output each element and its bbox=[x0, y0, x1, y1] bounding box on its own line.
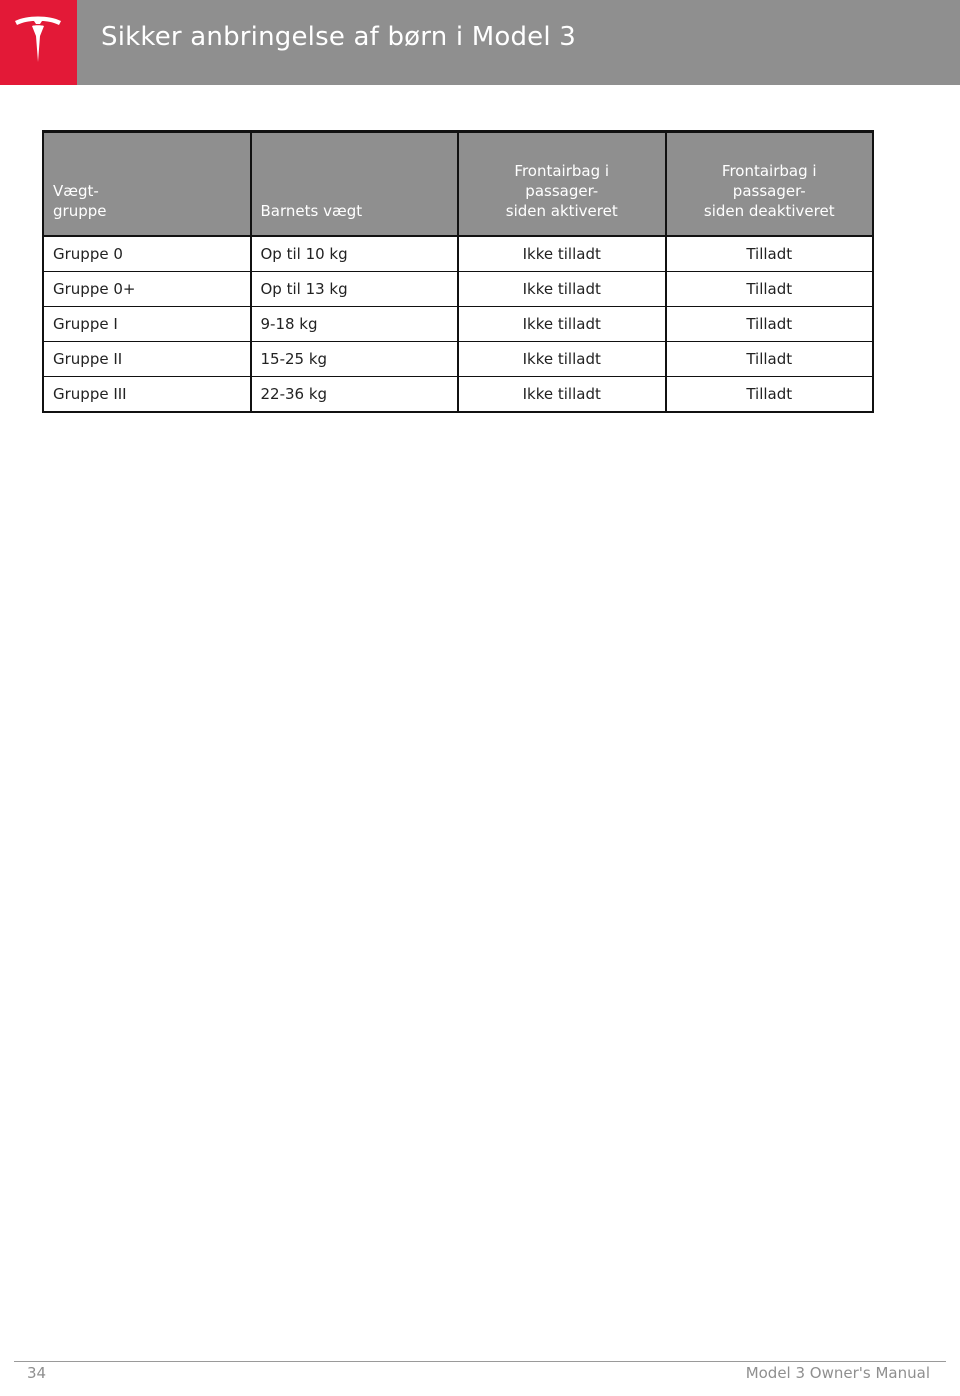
page-number: 34 bbox=[27, 1364, 47, 1382]
header-airbag-enabled bbox=[458, 132, 666, 237]
cell-airbag-disabled: Tilladt bbox=[666, 377, 874, 413]
cell-airbag-disabled: Tilladt bbox=[666, 342, 874, 377]
cell-airbag-disabled: Tilladt bbox=[666, 272, 874, 307]
cell-group: Gruppe 0+ bbox=[43, 272, 251, 307]
footer-divider bbox=[14, 1361, 946, 1362]
table-row bbox=[43, 342, 873, 377]
table-row bbox=[43, 272, 873, 307]
table-row bbox=[43, 307, 873, 342]
cell-airbag-disabled: Tilladt bbox=[666, 307, 874, 342]
page-header bbox=[0, 0, 960, 85]
cell-group: Gruppe I bbox=[43, 307, 251, 342]
header-text: Vægt- gruppe bbox=[53, 182, 107, 220]
cell-airbag-enabled: Ikke tilladt bbox=[458, 307, 666, 342]
cell-group: Gruppe III bbox=[43, 377, 251, 413]
page-title: Sikker anbringelse af børn i Model 3 bbox=[101, 22, 576, 52]
cell-group: Gruppe 0 bbox=[43, 236, 251, 272]
table-row bbox=[43, 377, 873, 413]
cell-weight: Op til 13 kg bbox=[251, 272, 459, 307]
header-weight-group bbox=[43, 132, 251, 237]
cell-group: Gruppe II bbox=[43, 342, 251, 377]
logo-block bbox=[0, 0, 77, 85]
cell-weight: 22-36 kg bbox=[251, 377, 459, 413]
header-child-weight bbox=[251, 132, 459, 237]
cell-airbag-enabled: Ikke tilladt bbox=[458, 377, 666, 413]
cell-weight: 9-18 kg bbox=[251, 307, 459, 342]
tesla-logo-icon bbox=[13, 16, 63, 64]
cell-weight: Op til 10 kg bbox=[251, 236, 459, 272]
table-row bbox=[43, 236, 873, 272]
header-text: Frontairbag i passager- siden deaktiveret bbox=[703, 162, 835, 220]
cell-airbag-enabled: Ikke tilladt bbox=[458, 342, 666, 377]
header-text: Frontairbag i passager- siden aktiveret bbox=[505, 162, 618, 220]
child-seat-table bbox=[42, 130, 874, 413]
table-header-row bbox=[43, 132, 873, 237]
manual-name: Model 3 Owner's Manual bbox=[745, 1364, 930, 1382]
cell-weight: 15-25 kg bbox=[251, 342, 459, 377]
cell-airbag-disabled: Tilladt bbox=[666, 236, 874, 272]
cell-airbag-enabled: Ikke tilladt bbox=[458, 272, 666, 307]
header-text: Barnets vægt bbox=[260, 202, 363, 220]
cell-airbag-enabled: Ikke tilladt bbox=[458, 236, 666, 272]
header-airbag-disabled bbox=[666, 132, 874, 237]
